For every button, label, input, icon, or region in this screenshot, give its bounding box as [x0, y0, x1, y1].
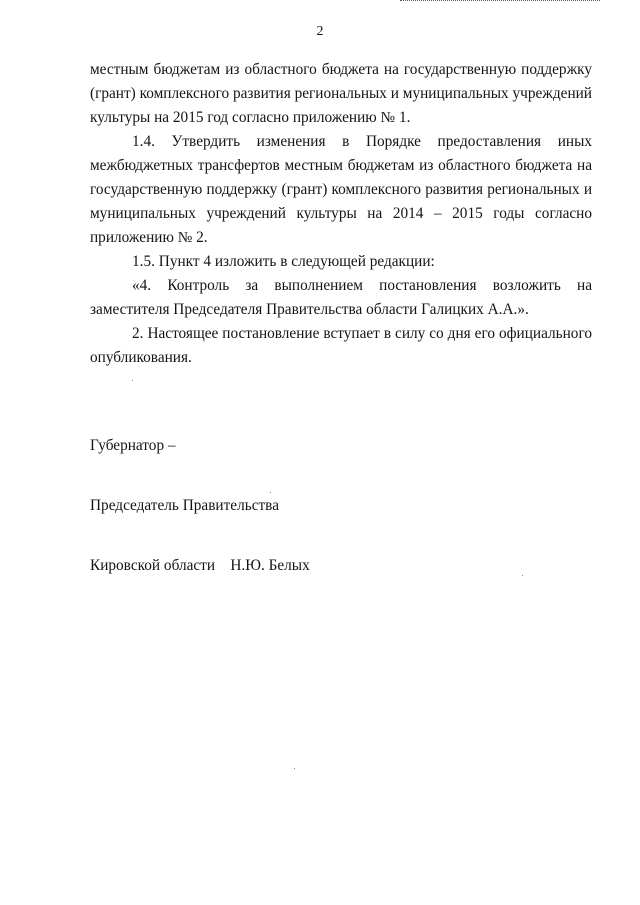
page-number: 2: [316, 24, 324, 39]
paragraph-2: 2. Настоящее постановление вступает в силу со дня его официального опубликования.: [90, 325, 592, 366]
scan-top-rule: [400, 0, 600, 2]
signature-title-chairman: Председатель Правительства: [90, 497, 279, 514]
scan-speck: [522, 575, 523, 576]
paragraph-1-4: 1.4. Утвердить изменения в Порядке предоставления иных межбюджетных трансфертов местным бюджетам из областного бюджета на государственную поддержку (грант) комплексного развития региональных и муниципальных учреждений культуры на 2014 – 2015 годы согласно приложению № 2.: [90, 133, 592, 246]
signature-block: [90, 396, 310, 596]
signature-region-and-name: Кировской области Н.Ю. Белых: [90, 557, 310, 574]
scan-speck: [270, 492, 271, 493]
paragraph-quote: «4. Контроль за выполнением постановления возложить на заместителя Председателя Правительства области Галицких А.А.».: [90, 277, 592, 318]
document-body: [90, 58, 592, 370]
scan-speck: [132, 380, 133, 381]
scan-speck: [294, 768, 295, 769]
signature-title-governor: Губернатор –: [90, 437, 176, 454]
paragraph-1-5: 1.5. Пункт 4 изложить в следующей редакции:: [132, 253, 435, 270]
paragraph-continuation: местным бюджетам из областного бюджета на государственную поддержку (грант) комплексного развития региональных и муниципальных учреждений культуры на 2015 год согласно приложению № 1.: [90, 61, 592, 126]
